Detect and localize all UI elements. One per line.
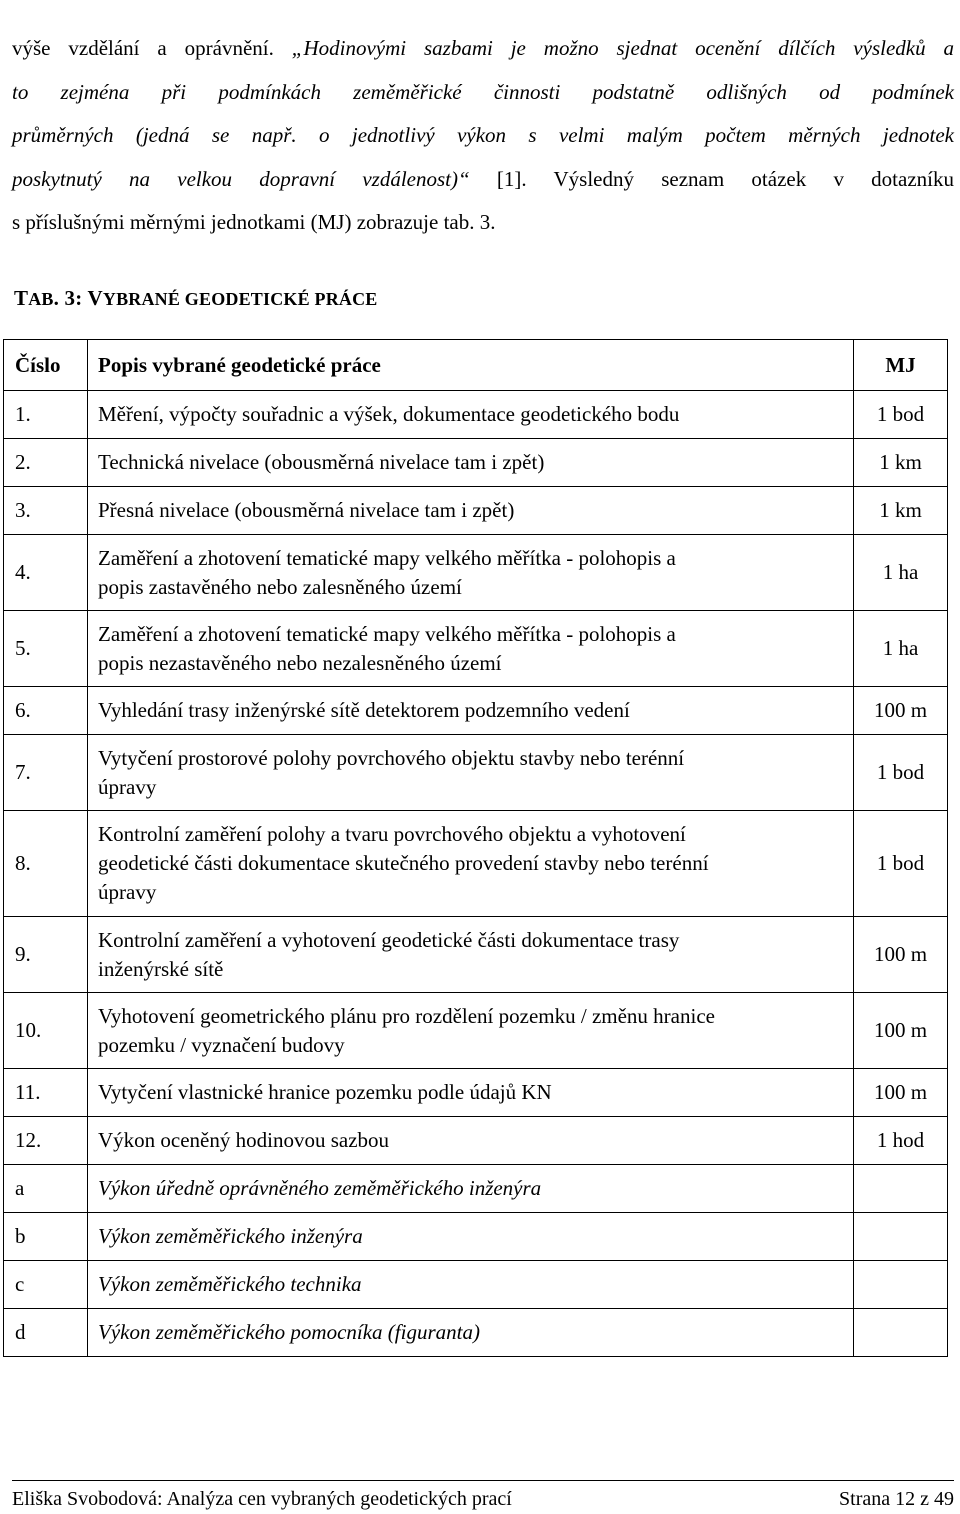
- table-caption: TAB. 3: VYBRANÉ GEODETICKÉ PRÁCE: [14, 286, 378, 310]
- table-row: 8. Kontrolní zaměření polohy a tvaru povrchového objektu a vyhotovení geodetické části dokumentace skutečného provedení stavby nebo terénní úpravy 1 bod: [4, 811, 948, 917]
- geodetic-works-table: [3, 339, 948, 1357]
- table-header-row: [4, 340, 948, 391]
- table-row: 9. Kontrolní zaměření a vyhotovení geodetické části dokumentace trasy inženýrské sítě 100 m: [4, 917, 948, 993]
- table-row: 10. Vyhotovení geometrického plánu pro rozdělení pozemku / změnu hranice pozemku / vyznačení budovy 100 m: [4, 993, 948, 1069]
- header-number: Číslo: [4, 340, 88, 391]
- footer-divider: [12, 1480, 954, 1481]
- intro-paragraph: [12, 27, 954, 245]
- intro-line-3: průměrných (jedná se např. o jednotlivý výkon s velmi malým počtem měrných jednotek: [12, 123, 954, 147]
- footer-author-title: Eliška Svobodová: Analýza cen vybraných geodetických prací: [12, 1488, 512, 1510]
- footer-page-number: Strana 12 z 49: [839, 1488, 954, 1510]
- table-row: 12. Výkon oceněný hodinovou sazbou 1 hod: [4, 1117, 948, 1165]
- page-footer: [12, 1488, 954, 1511]
- intro-line-2: to zejména při podmínkách zeměměřické činnosti podstatně odlišných od podmínek: [12, 79, 954, 104]
- header-unit: MJ: [854, 340, 948, 391]
- intro-line-4: poskytnutý na velkou dopravní vzdálenost)“ [1]. Výsledný seznam otázek v dotazníku: [12, 166, 954, 191]
- table-row: 5. Zaměření a zhotovení tematické mapy velkého měřítka - polohopis a popis nezastavěného nebo nezalesněného území 1 ha: [4, 611, 948, 687]
- table-row: c Výkon zeměměřického technika: [4, 1261, 948, 1309]
- table-row: 1. Měření, výpočty souřadnic a výšek, dokumentace geodetického bodu 1 bod: [4, 391, 948, 439]
- table-row: 3. Přesná nivelace (obousměrná nivelace tam i zpět) 1 km: [4, 487, 948, 535]
- table-row: 6. Vyhledání trasy inženýrské sítě detektorem podzemního vedení 100 m: [4, 687, 948, 735]
- table-row: 4. Zaměření a zhotovení tematické mapy velkého měřítka - polohopis a popis zastavěného nebo zalesněného území 1 ha: [4, 535, 948, 611]
- intro-line-5: s příslušnými měrnými jednotkami (MJ) zobrazuje tab. 3.: [12, 210, 496, 234]
- table-row: 11. Vytyčení vlastnické hranice pozemku podle údajů KN 100 m: [4, 1069, 948, 1117]
- table-row: 7. Vytyčení prostorové polohy povrchového objektu stavby nebo terénní úpravy 1 bod: [4, 735, 948, 811]
- intro-line-1: výše vzdělání a oprávnění. „Hodinovými sazbami je možno sjednat ocenění dílčích výsledků a: [12, 36, 954, 60]
- header-description: Popis vybrané geodetické práce: [88, 340, 854, 391]
- table-row: a Výkon úředně oprávněného zeměměřického inženýra: [4, 1165, 948, 1213]
- table-row: 2. Technická nivelace (obousměrná nivelace tam i zpět) 1 km: [4, 439, 948, 487]
- table-row: b Výkon zeměměřického inženýra: [4, 1213, 948, 1261]
- table-row: d Výkon zeměměřického pomocníka (figuranta): [4, 1309, 948, 1357]
